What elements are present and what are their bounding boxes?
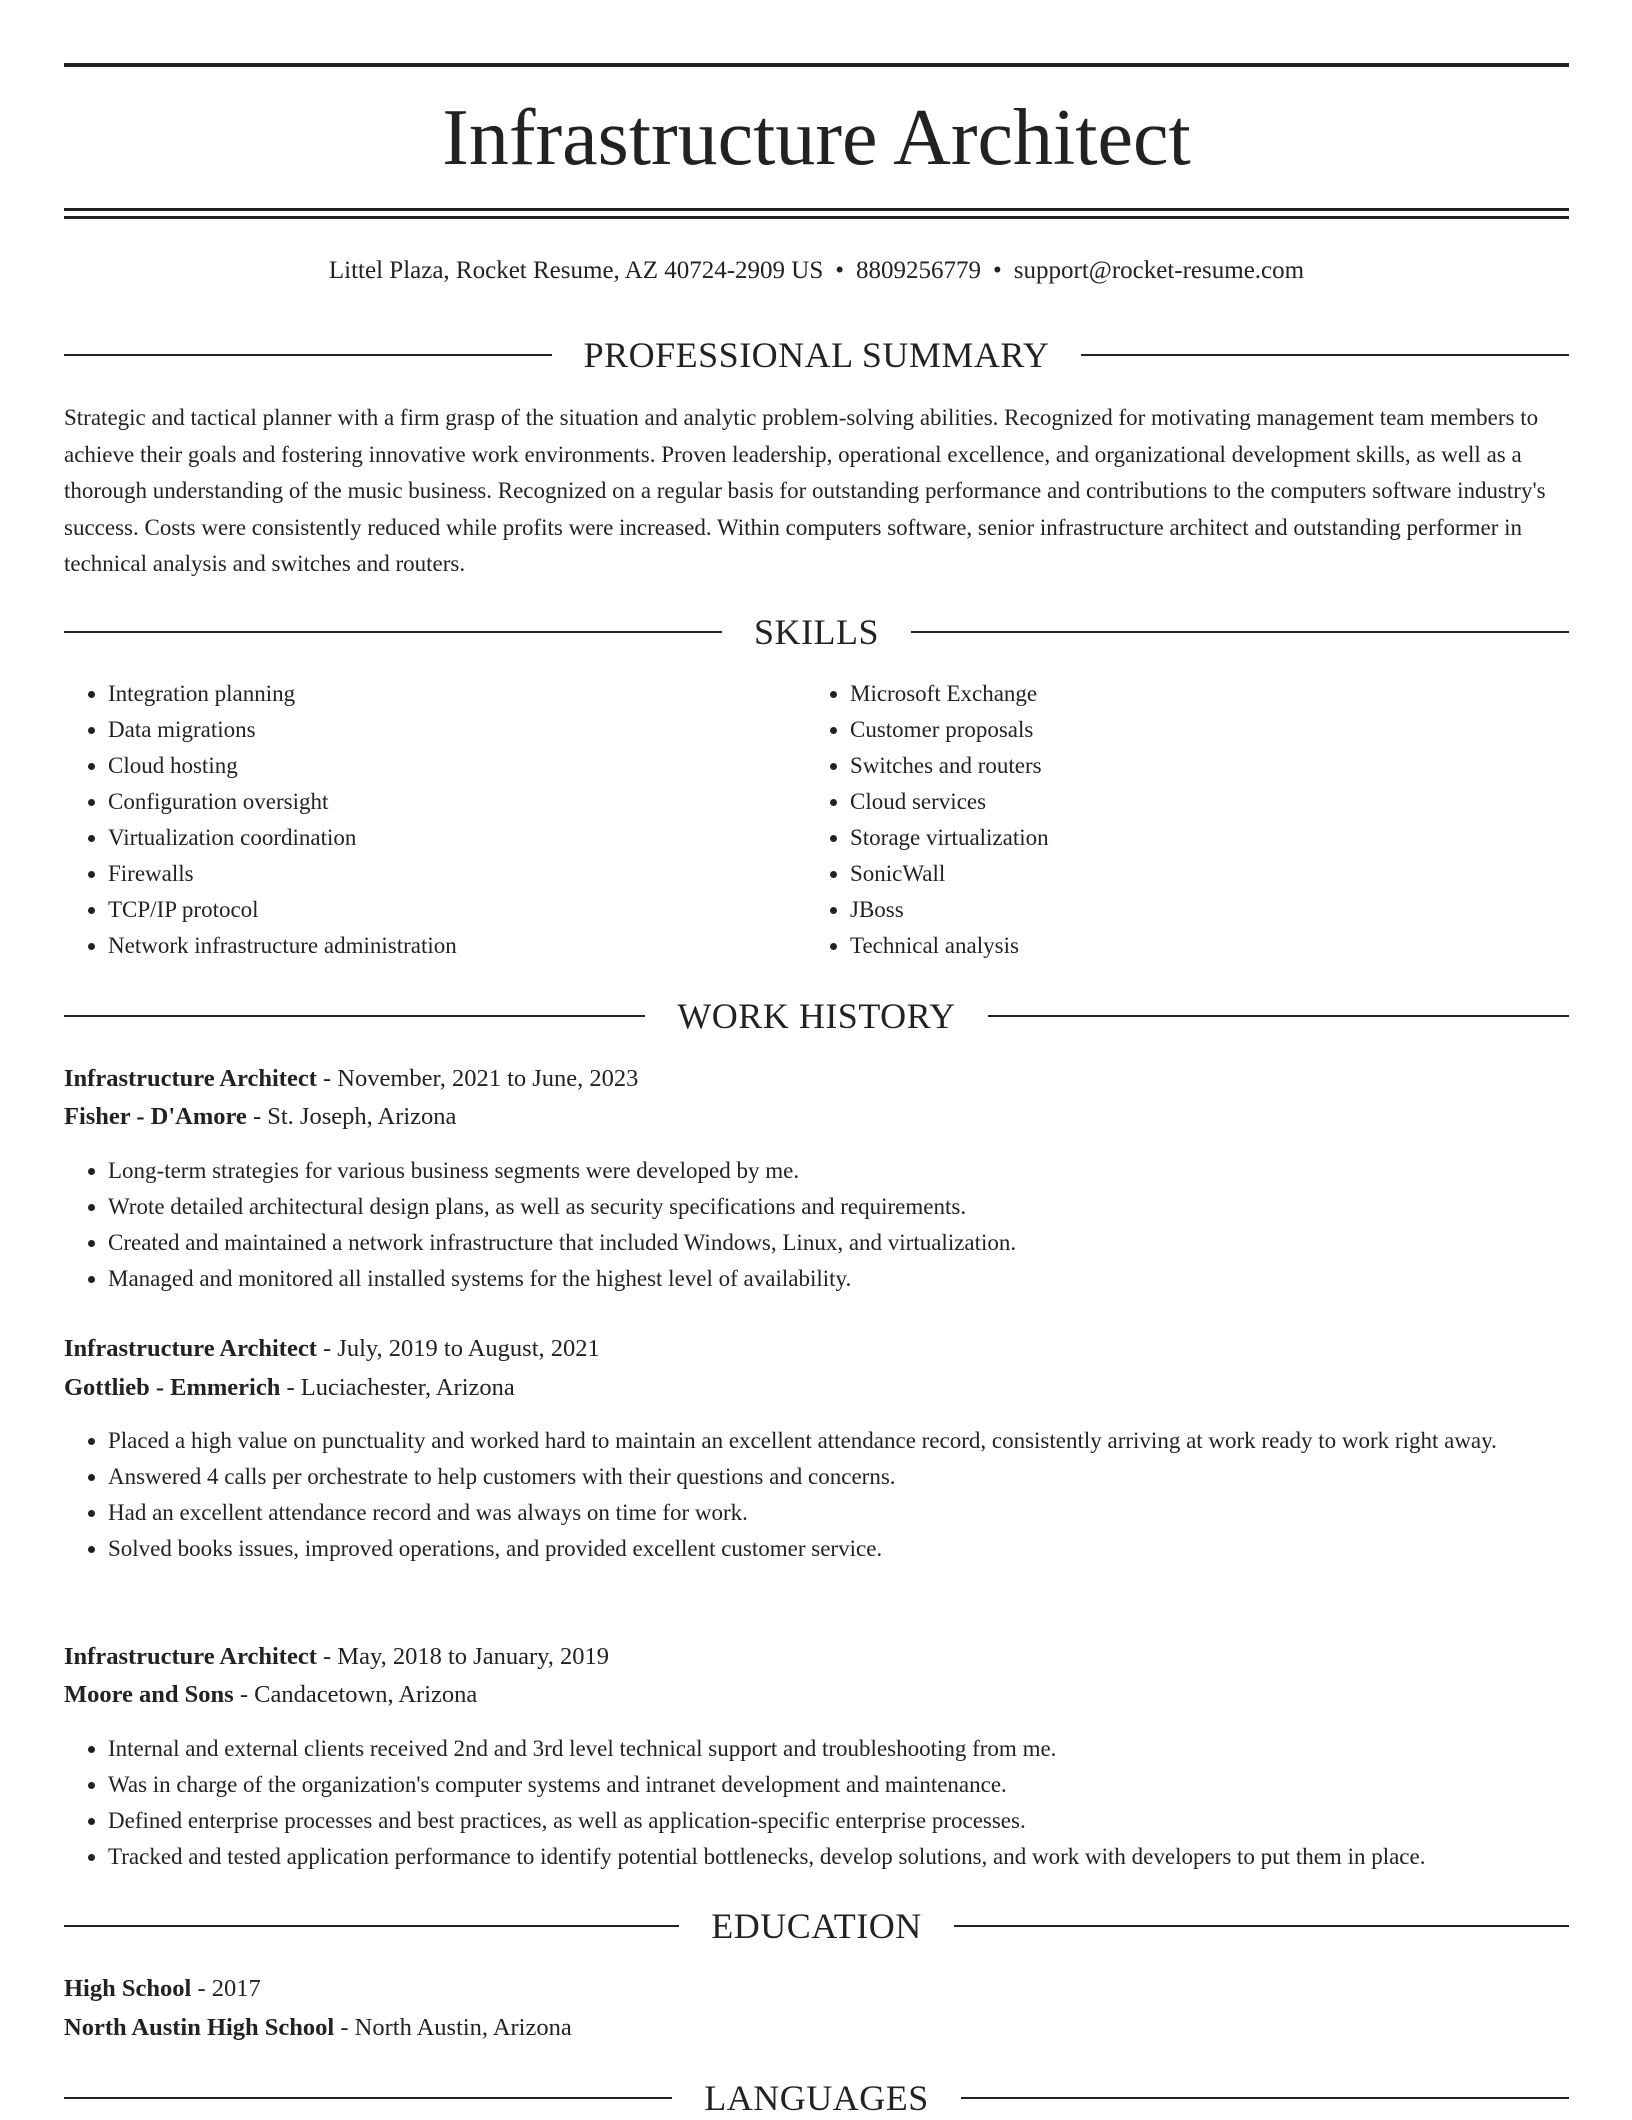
section-title: EDUCATION xyxy=(711,1906,922,1946)
job-bullet: • Solved books issues, improved operations, and provided excellent customer service. xyxy=(108,1531,1598,1567)
skill-item: • Cloud services xyxy=(850,784,1550,820)
divider-line xyxy=(64,631,722,633)
divider-line xyxy=(64,1015,645,1017)
contact-email: support@rocket-resume.com xyxy=(1013,257,1305,284)
job-bullet: • Was in charge of the organization's computer systems and intranet development and maintenance. xyxy=(108,1767,1598,1803)
skill-item: • TCP/IP protocol xyxy=(108,892,788,928)
divider-line xyxy=(1081,354,1569,356)
job-bullet: • Internal and external clients received 2nd and 3rd level technical support and troubleshooting from me. xyxy=(108,1731,1598,1767)
skill-item: • Firewalls xyxy=(108,856,788,892)
skill-item: • Storage virtualization xyxy=(850,820,1550,856)
job-location: - Luciachester, Arizona xyxy=(280,1374,515,1401)
job-bullet: • Managed and monitored all installed systems for the highest level of availability. xyxy=(108,1261,1598,1297)
skill-item: • Integration planning xyxy=(108,676,788,712)
divider-line xyxy=(64,2097,672,2099)
skills-list-left xyxy=(64,676,788,964)
contact-separator: • xyxy=(835,257,845,284)
skill-item: • Technical analysis xyxy=(850,928,1550,964)
job-dates: - July, 2019 to August, 2021 xyxy=(316,1335,600,1362)
job-bullets xyxy=(64,1423,1598,1567)
job-location: - St. Joseph, Arizona xyxy=(246,1103,457,1130)
header-double-rule-bottom xyxy=(64,216,1569,219)
job-company: Fisher - D'Amore xyxy=(64,1103,247,1130)
resume-name: Infrastructure Architect xyxy=(442,94,1191,182)
skill-item: • Customer proposals xyxy=(850,712,1550,748)
skill-item: • Configuration oversight xyxy=(108,784,788,820)
top-rule xyxy=(64,63,1569,67)
divider-line xyxy=(64,354,552,356)
job-bullets xyxy=(64,1153,1598,1297)
job-bullet: • Long-term strategies for various business segments were developed by me. xyxy=(108,1153,1598,1189)
divider-line xyxy=(954,1925,1569,1927)
education-degree: High School xyxy=(64,1975,192,2002)
summary-text: Strategic and tactical planner with a firm grasp of the situation and analytic problem-solving abilities. Recognized for motivating management team members to achieve their goals and fostering innovative work environments. Proven leadership, operational excellence, and organizational development skills, as well as a thorough understanding of the music business. Recognized on a regular basis for outstanding performance and contributions to the computers software industry's success. Costs were consistently reduced while profits were increased. Within computers software, senior infrastructure architect and outstanding performer in technical analysis and switches and routers. xyxy=(64,405,1546,576)
divider-line xyxy=(988,1015,1569,1017)
job-bullet: • Had an excellent attendance record and was always on time for work. xyxy=(108,1495,1598,1531)
job-company-line xyxy=(64,1678,1569,1712)
education-section-heading xyxy=(64,1904,1569,1948)
job-company-line xyxy=(64,1100,1569,1134)
skill-item: • JBoss xyxy=(850,892,1550,928)
contact-address: Littel Plaza, Rocket Resume, AZ 40724-2909 US xyxy=(328,257,824,284)
job-title: Infrastructure Architect xyxy=(64,1065,317,1092)
job-title: Infrastructure Architect xyxy=(64,1335,317,1362)
job-bullets xyxy=(64,1731,1598,1875)
divider-line xyxy=(64,1925,679,1927)
education-location: - North Austin, Arizona xyxy=(334,2014,572,2041)
divider-line xyxy=(961,2097,1569,2099)
skills-list-right xyxy=(806,676,1550,964)
section-title: PROFESSIONAL SUMMARY xyxy=(583,335,1050,375)
education-degree-line xyxy=(64,1972,1569,2006)
job-bullet: • Defined enterprise processes and best practices, as well as application-specific enterprise processes. xyxy=(108,1803,1598,1839)
section-title: SKILLS xyxy=(754,612,880,652)
education-school: North Austin High School xyxy=(64,2014,335,2041)
summary-section-heading xyxy=(64,333,1569,377)
job-dates: - May, 2018 to January, 2019 xyxy=(316,1643,610,1670)
job-bullet: • Created and maintained a network infrastructure that included Windows, Linux, and virtualization. xyxy=(108,1225,1598,1261)
skills-section-heading xyxy=(64,610,1569,654)
section-title: LANGUAGES xyxy=(704,2078,929,2118)
job-dates: - November, 2021 to June, 2023 xyxy=(316,1065,639,1092)
job-title-line xyxy=(64,1332,1569,1366)
job-title: Infrastructure Architect xyxy=(64,1643,317,1670)
job-location: - Candacetown, Arizona xyxy=(233,1681,478,1708)
job-bullet: • Placed a high value on punctuality and worked hard to maintain an excellent attendance record, consistently arriving at work ready to work right away. xyxy=(108,1423,1598,1459)
header-double-rule-top xyxy=(64,208,1569,211)
contact-phone: 8809256779 xyxy=(856,257,982,284)
job-bullet: • Tracked and tested application performance to identify potential bottlenecks, develop solutions, and work with developers to put them in place. xyxy=(108,1839,1598,1875)
skill-item: • SonicWall xyxy=(850,856,1550,892)
languages-section-heading xyxy=(64,2076,1569,2120)
work-section-heading xyxy=(64,994,1569,1038)
job-title-line xyxy=(64,1640,1569,1674)
skill-item: • Microsoft Exchange xyxy=(850,676,1550,712)
job-bullet: • Answered 4 calls per orchestrate to help customers with their questions and concerns. xyxy=(108,1459,1598,1495)
skill-item: • Virtualization coordination xyxy=(108,820,788,856)
section-title: WORK HISTORY xyxy=(677,996,956,1036)
job-bullet: • Wrote detailed architectural design plans, as well as security specifications and requirements. xyxy=(108,1189,1598,1225)
skill-item: • Cloud hosting xyxy=(108,748,788,784)
education-year: - 2017 xyxy=(191,1975,261,2002)
contact-separator: • xyxy=(993,257,1002,284)
skill-item: • Switches and routers xyxy=(850,748,1550,784)
job-company-line xyxy=(64,1371,1569,1405)
skill-item: • Data migrations xyxy=(108,712,788,748)
job-company: Gottlieb - Emmerich xyxy=(64,1374,281,1401)
job-company: Moore and Sons xyxy=(64,1681,234,1708)
skill-item: • Network infrastructure administration xyxy=(108,928,788,964)
job-title-line xyxy=(64,1062,1569,1096)
divider-line xyxy=(911,631,1569,633)
contact-line xyxy=(64,254,1569,288)
education-school-line xyxy=(64,2011,1569,2045)
